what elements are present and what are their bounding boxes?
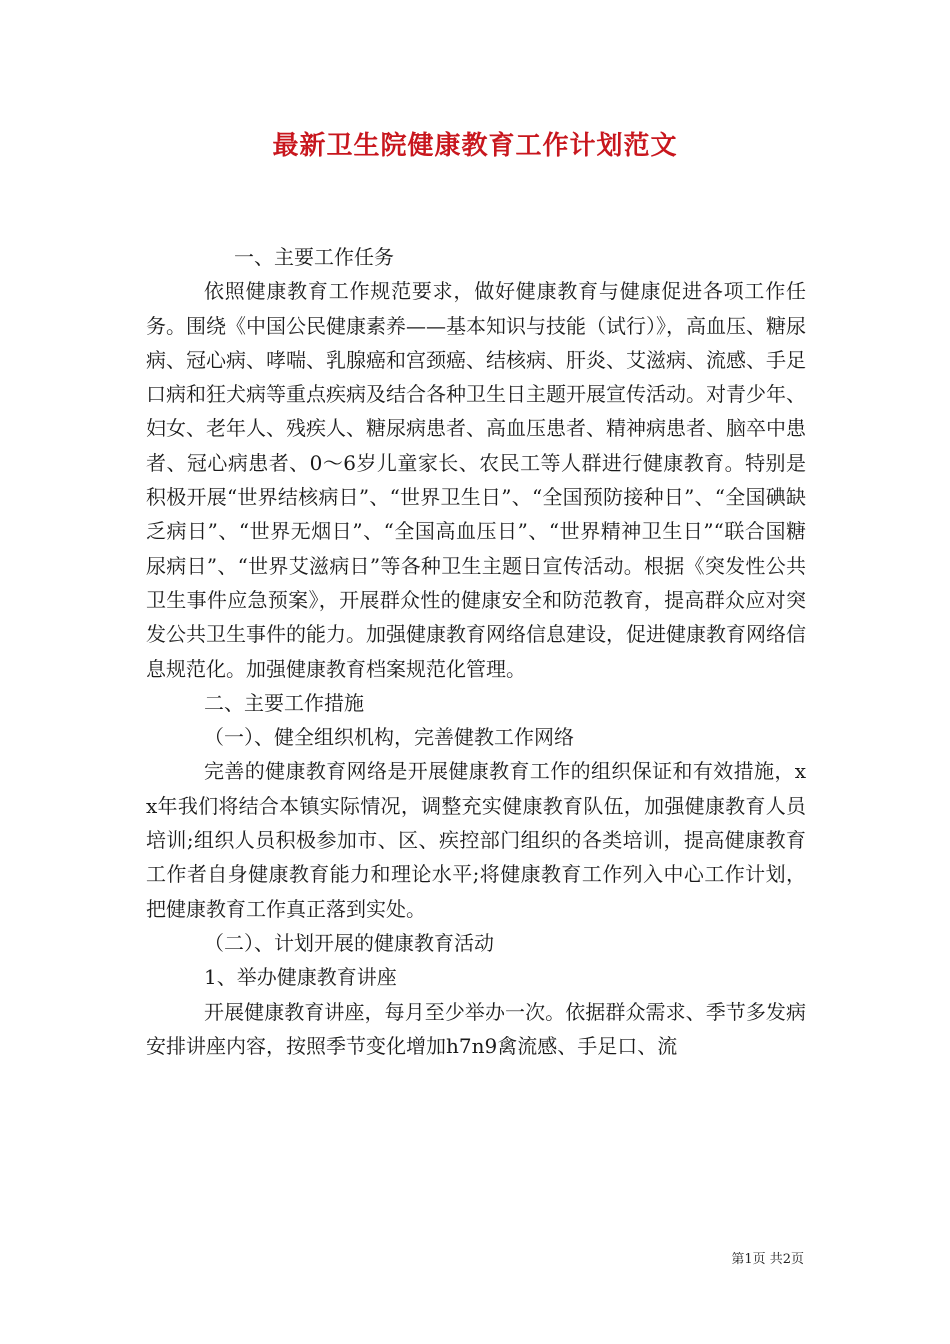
subsection-heading-1: （一）、健全组织机构，完善健教工作网络: [204, 725, 574, 750]
document-title: 最新卫生院健康教育工作计划范文: [272, 131, 678, 161]
document-body: [146, 240, 806, 1063]
body-paragraph-3: 开展健康教育讲座，每月至少举办一次。依据群众需求、季节多发病安排讲座内容，按照季节变化增加h7n9禽流感、手足口、流: [146, 999, 806, 1058]
body-paragraph-2: 完善的健康教育网络是开展健康教育工作的组织保证和有效措施，xx年我们将结合本镇实际情况，调整充实健康教育队伍，加强健康教育人员培训;组织人员积极参加市、区、疾控部门组织的各类培训，提高健康教育工作者自身健康教育能力和理论水平;将健康教育工作列入中心工作计划，把健康教育工作真正落到实处。: [146, 759, 806, 921]
page-number: 第1页 共2页: [731, 1252, 804, 1267]
subsection-heading-2: （二）、计划开展的健康教育活动: [204, 930, 494, 955]
body-paragraph-1: 依照健康教育工作规范要求，做好健康教育与健康促进各项工作任务。围绕《中国公民健康素养——基本知识与技能（试行）》，高血压、糖尿病、冠心病、哮喘、乳腺癌和宫颈癌、结核病、肝炎、艾滋病、流感、手足口病和狂犬病等重点疾病及结合各种卫生日主题开展宣传活动。对青少年、妇女、老年人、残疾人、糖尿病患者、高血压患者、精神病患者、脑卒中患者、冠心病患者、0～6岁儿童家长、农民工等人群进行健康教育。特别是积极开展“世界结核病日”、“世界卫生日”、“全国预防接种日”、“全国碘缺乏病日”、“世界无烟日”、“全国高血压日”、“世界精神卫生日”“联合国糖尿病日”、“世界艾滋病日”等各种卫生主题日宣传活动。根据《突发性公共卫生事件应急预案》，开展群众性的健康安全和防范教育，提高群众应对突发公共卫生事件的能力。加强健康教育网络信息建设，促进健康教育网络信息规范化。加强健康教育档案规范化管理。: [146, 279, 806, 681]
section-heading-1: 一、主要工作任务: [234, 245, 394, 269]
section-heading-2: 二、主要工作措施: [204, 690, 364, 715]
item-heading-1: 1、举办健康教育讲座: [204, 965, 397, 990]
